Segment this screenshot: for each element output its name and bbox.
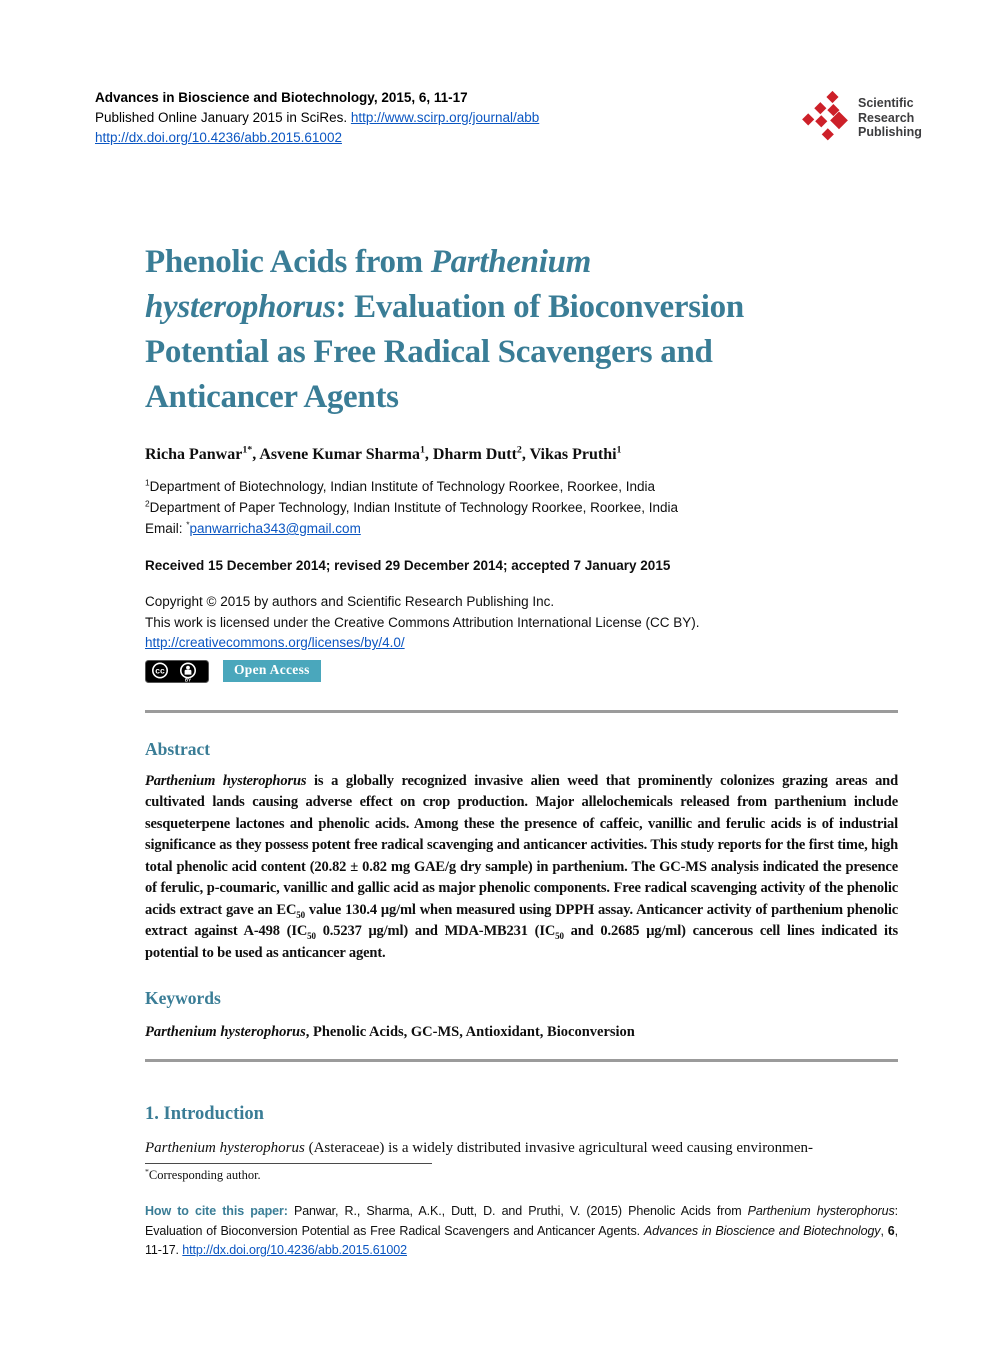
- authors-line: Richa Panwar$^{1*}$, Asvene Kumar Sharma$^1$, Dharm Dutt$^2$, Vikas Pruthi$^1$: [145, 444, 622, 463]
- by-label: BY: [184, 677, 192, 683]
- how-to-cite-block: [145, 1202, 898, 1261]
- paper-title: Phenolic Acids from Parthenium hysterophorus: Evaluation of Bioconversion Potential as Free Radical Scavengers and Anticancer Agents: [145, 244, 744, 415]
- person-icon: [186, 665, 190, 669]
- corresponding-author-footnote: *Corresponding author.: [145, 1166, 261, 1182]
- cite-text: Panwar, R., Sharma, A.K., Dutt, D. and Pruthi, V. (2015) Phenolic Acids from Parthenium hysterophorus: Evaluation of Bioconversion Potential as Free Radical Scavengers and Anticancer Agents. Advances in Bioscience and Biotechnology, 6, 11-17.: [145, 1204, 898, 1257]
- section-divider-bottom: [145, 1059, 898, 1062]
- publisher-name: Scientific Research Publishing: [858, 96, 922, 140]
- affiliation-1: $^1$Department of Biotechnology, Indian Institute of Technology Roorkee, Roorkee, India: [145, 477, 655, 494]
- cite-doi-link[interactable]: http://dx.doi.org/10.4236/abb.2015.61002: [182, 1243, 407, 1257]
- footnote-divider: [145, 1163, 432, 1164]
- email-line: [145, 518, 898, 539]
- copyright-line: Copyright © 2015 by authors and Scientific Research Publishing Inc.: [145, 594, 555, 609]
- copyright-block: [145, 592, 898, 654]
- cc-by-badge[interactable]: [145, 660, 209, 683]
- abstract-heading: Abstract: [145, 738, 211, 759]
- keywords-text: Parthenium hysterophorus, Phenolic Acids, GC-MS, Antioxidant, Bioconversion: [145, 1024, 635, 1040]
- email-asterisk: *: [186, 519, 190, 530]
- license-line: This work is licensed under the Creative Commons Attribution International License (CC BY).: [145, 614, 700, 630]
- affiliation-2: $^2$Department of Paper Technology, Indian Institute of Technology Roorkee, Roorkee, India: [145, 498, 678, 515]
- section-divider-top: [145, 710, 898, 713]
- published-prefix: Published Online January 2015 in SciRes.: [95, 110, 351, 125]
- email-label: Email:: [145, 521, 187, 536]
- journal-title-line: Advances in Bioscience and Biotechnology, 2015, 6, 11-17: [95, 90, 468, 105]
- keywords-heading: Keywords: [145, 988, 221, 1008]
- introduction-heading: 1. Introduction: [145, 1104, 264, 1124]
- abstract-text: Parthenium hysterophorus is a globally recognized invasive alien weed that prominently colonizes grazing areas and cultivated lands causing adverse effect on crop production. Major allelochemicals released from parthenium include sesqueterpene lactones and phenolic acids. Among these the presence of caffeic, vanillic and ferulic acids is of industrial significance as they possess potent free radical scavenging and anticancer activities. This study reports for the first time, high total phenolic acid content (20.82 ± 0.82 mg GAE/g dry sample) in parthenium. The GC-MS analysis indicated the presence of ferulic, p-coumaric, vanillic and gallic acid as major phenolic components. Free radical scavenging activity of the phenolic acids extract gave an $EC_{50}$ value 130.4 μg/ml when measured using DPPH assay. Anticancer activity of parthenium phenolic extract against A-498 ($IC_{50}$ 0.5237 μg/ml) and MDA-MB231 ($IC_{50}$ and 0.2685 μg/ml) cancerous cell lines indicated its potential to be used as anticancer agent.: [145, 772, 899, 961]
- publisher-logo: [797, 90, 922, 146]
- email-link[interactable]: panwarricha343@gmail.com: [189, 521, 361, 536]
- cite-label: How to cite this paper:: [145, 1204, 294, 1218]
- cc-icon: cc: [155, 665, 165, 676]
- scirp-diamonds-icon: [797, 90, 853, 146]
- license-url-link[interactable]: http://creativecommons.org/licenses/by/4.0/: [145, 635, 405, 650]
- affiliations-block: [145, 476, 898, 539]
- introduction-text: Parthenium hysterophorus (Asteraceae) is a widely distributed invasive agricultural weed causing environmen-: [145, 1140, 814, 1156]
- license-badges: [145, 659, 898, 684]
- doi-url-link[interactable]: http://dx.doi.org/10.4236/abb.2015.61002: [95, 130, 342, 145]
- article-column: [145, 240, 898, 1261]
- published-line: [95, 108, 655, 128]
- journal-url-link[interactable]: http://www.scirp.org/journal/abb: [350, 110, 540, 125]
- open-access-badge: Open Access: [223, 660, 321, 682]
- journal-masthead: [95, 88, 655, 148]
- received-line: Received 15 December 2014; revised 29 December 2014; accepted 7 January 2015: [145, 558, 671, 573]
